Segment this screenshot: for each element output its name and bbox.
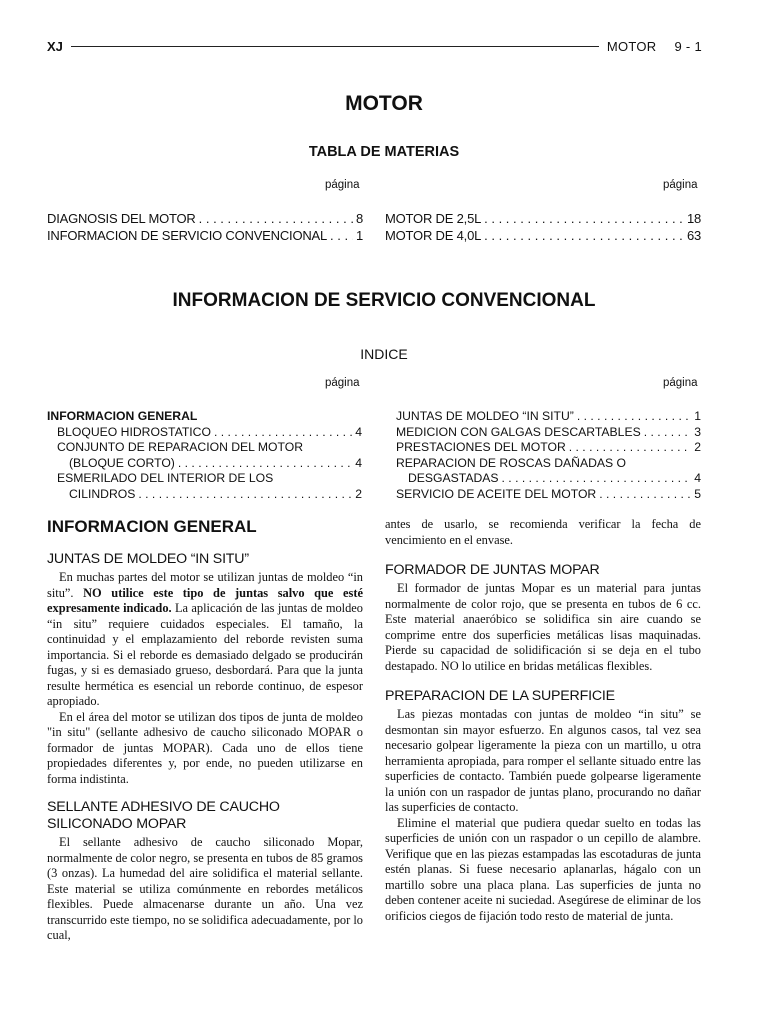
sellante-paragraph-continuation: antes de usarlo, se recomienda verificar la fecha de vencimiento en el envase. [385, 517, 701, 547]
header-page-number: 9 - 1 [674, 38, 702, 54]
juntas-paragraph-2: En el área del motor se utilizan dos tipos de junta de moldeo "in situ" (sellante adhesivo de caucho siliconado MOPAR o formador de juntas MOPAR). Cada uno de ellos tiene propiedades diferentes y, por ende, no pueden utilizarse en forma indistinta. [47, 709, 363, 786]
header-section: MOTOR [606, 38, 657, 54]
toc-entry-diagnosis[interactable]: DIAGNOSIS DEL MOTOR . . . 8 [47, 210, 363, 227]
heading-formador: FORMADOR DE JUNTAS MOPAR [385, 562, 600, 578]
index-page-label-left: página [325, 377, 360, 389]
index-entry-prestaciones[interactable]: PRESTACIONES DEL MOTOR . . . 2 [396, 440, 701, 456]
section-title: INFORMACION DE SERVICIO CONVENCIONAL [172, 290, 596, 311]
index-entry-juntas[interactable]: JUNTAS DE MOLDEO “IN SITU” . . . 1 [396, 409, 701, 425]
page-title: MOTOR [345, 92, 423, 115]
index-entry-conjunto[interactable]: CONJUNTO DE REPARACION DEL MOTOR (BLOQUE CORTO) . . . 4 [57, 440, 362, 471]
toc-entry-informacion-servicio[interactable]: INFORMACION DE SERVICIO CONVENCIONAL . . . 1 [47, 227, 363, 244]
sellante-body-part2 [385, 517, 701, 548]
sellante-body-part1 [47, 835, 363, 943]
index-entry-servicio-aceite[interactable]: SERVICIO DE ACEITE DEL MOTOR . . . 5 [396, 487, 701, 503]
juntas-body [47, 570, 363, 787]
index-page-label-right: página [663, 377, 698, 389]
running-header [47, 38, 702, 54]
formador-body [385, 581, 701, 674]
index-entry-bloqueo[interactable]: BLOQUEO HIDROSTATICO . . . 4 [57, 425, 362, 441]
toc-page-label-left: página [325, 179, 360, 191]
preparacion-paragraph-2: Elimine el material que pudiera quedar suelto en todas las superficies de unión con un raspador o un cepillo de alambre. Verifique que en las piezas estampadas las escotaduras de junta estén planas. Si fuese necesario aplanarlas, hágalo con un martillo sobre una placa plana. Las superficies de junta no deben contener aceite ni suciedad. Asegúrese de eliminar de los orificios ciegos de fijación todo resto de material de junta. [385, 815, 701, 923]
toc-right-column [385, 210, 701, 244]
toc-entry-motor-40[interactable]: MOTOR DE 4,0L . . . 63 [385, 227, 701, 244]
index-right-column [396, 409, 701, 503]
body-left-column [47, 517, 363, 943]
toc-entry-motor-25[interactable]: MOTOR DE 2,5L . . . 18 [385, 210, 701, 227]
preparacion-paragraph-1: Las piezas montadas con juntas de moldeo “in situ” se desmontan sin mayor esfuerzo. En algunos casos, tal vez sea necesario golpear ligeramente la pieza con un martillo, u otra herramienta apropiada, para romper el sellante situado entre las superficies de contacto. También puede golpearse ligeramente la unión con un raspador de juntas plano, procurando no dañar las superficies de contacto. [385, 707, 701, 814]
heading-juntas-moldeo: JUNTAS DE MOLDEO “IN SITU” [47, 551, 249, 567]
toc-page-label-right: página [663, 179, 698, 191]
heading-preparacion: PREPARACION DE LA SUPERFICIE [385, 688, 615, 704]
index-entry-reparacion[interactable]: REPARACION DE ROSCAS DAÑADAS O DESGASTADAS . . . 4 [396, 456, 701, 487]
toc-title: TABLA DE MATERIAS [308, 144, 460, 160]
sellante-paragraph: El sellante adhesivo de caucho siliconado Mopar, normalmente de color negro, se presenta en tubos de 85 gramos (3 onzas). La humedad del aire solidifica el material sellante. Este material se utiliza comúnmente en rebordes metálicos flexibles. Puede almacenarse durante un año. Una vez transcurrido este tiempo, no se solidifica adecuadamente, por lo cual, [47, 835, 363, 942]
header-section-page [607, 39, 702, 54]
heading-sellante: SELLANTE ADHESIVO DE CAUCHO SILICONADO MOPAR [47, 799, 280, 832]
header-rule [71, 46, 599, 47]
header-model-code: XJ [47, 38, 63, 54]
index-heading-info-general: INFORMACION GENERAL [47, 409, 198, 423]
heading-informacion-general: INFORMACION GENERAL [47, 517, 257, 536]
index-entry-medicion[interactable]: MEDICION CON GALGAS DESCARTABLES . . . 3 [396, 425, 701, 441]
formador-paragraph: El formador de juntas Mopar es un material para juntas normalmente de color rojo, que se presenta en tubos de 6 cc. Este material anaeróbico se solidifica sin aire cuando se comprime entre dos superficies metálicas lisas maquinadas. Pierde su capacidad de solidificación si se deja en el tubo destapado. NO lo utilice en bridas metálicas flexibles. [385, 581, 701, 673]
toc-left-column [47, 210, 363, 244]
preparacion-body [385, 707, 701, 924]
body-right-column [385, 517, 701, 924]
index-title: INDICE [360, 346, 408, 362]
index-entry-esmerilado[interactable]: ESMERILADO DEL INTERIOR DE LOS CILINDROS . . . 2 [57, 471, 362, 502]
index-left-column [47, 409, 362, 503]
juntas-paragraph-1: En muchas partes del motor se utilizan juntas de moldeo “in situ”. NO utilice este tipo de juntas salvo que esté expresamente indicado. La aplicación de las juntas de moldeo “in situ” requiere cuidados especiales. El tamaño, la continuidad y el emplazamiento del reborde revisten suma importancia. Si el reborde es demasiado delgado se producirán fugas, y si es demasiado grueso, desbordará. Para que la junta resulte hermética es esencial un reborde continuo, de espesor apropiado. [47, 570, 363, 708]
